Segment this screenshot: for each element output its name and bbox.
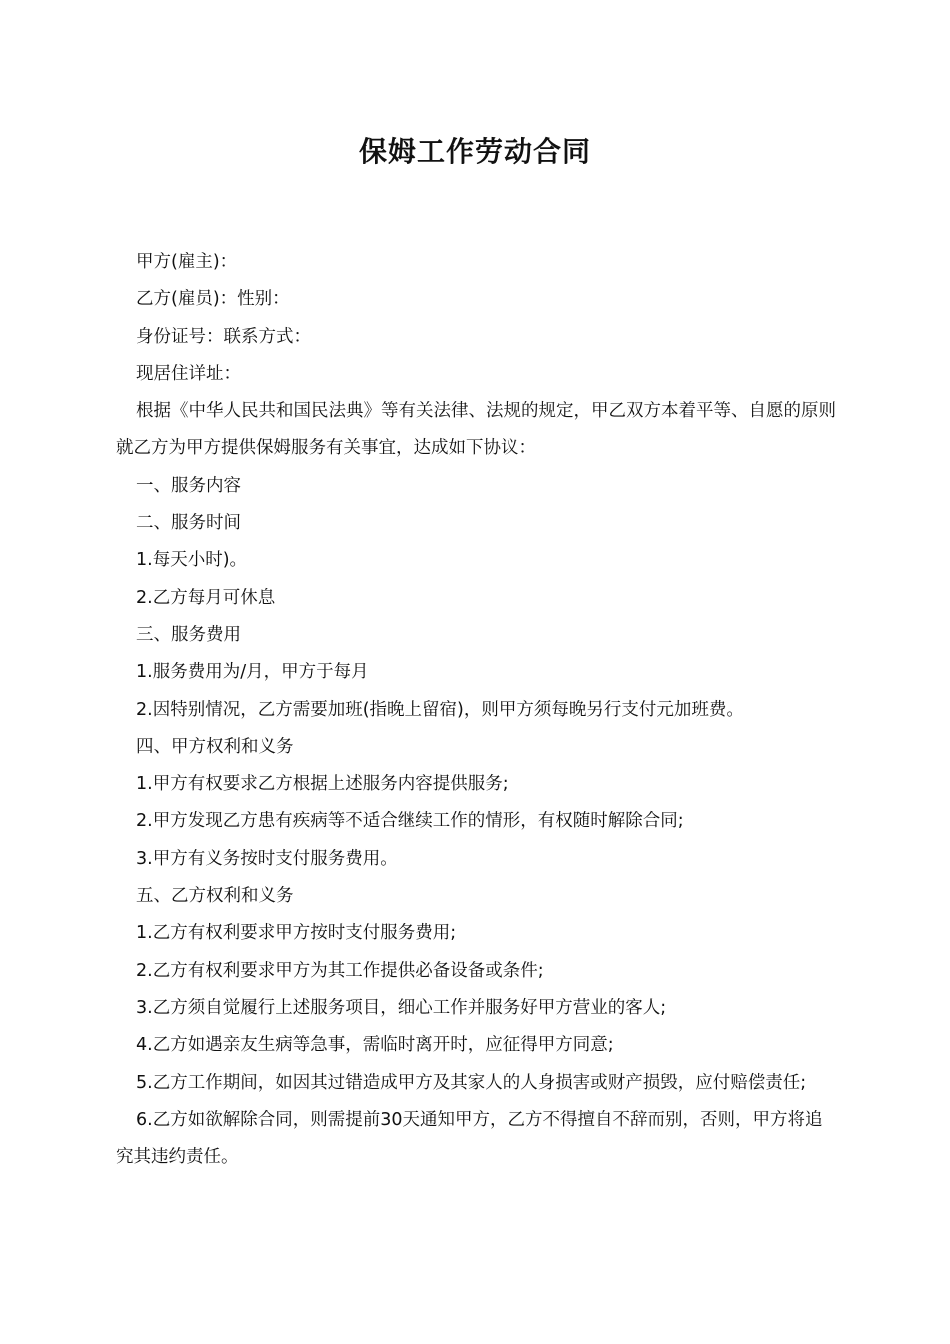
paragraph-party-a: 甲方(雇主)： [136,252,238,272]
section-heading-2: 二、服务时间 [136,513,241,534]
clause-5-2: 2.乙方有权利要求甲方为其工作提供必备设备或条件; [136,960,544,981]
section-heading-1: 一、服务内容 [136,475,241,496]
clause-3-1: 1.服务费用为/月，甲方于每月 [136,662,369,683]
clause-3-2: 2.因特别情况，乙方需要加班(指晚上留宿)，则甲方须每晚另行支付元加班费。 [136,699,744,720]
clause-5-6: 6.乙方如欲解除合同，则需提前30天通知甲方，乙方不得擅自不辞而别，否则，甲方将追究其违约责任。 [116,1109,823,1168]
document-body [116,244,838,1176]
clause-5-4: 4.乙方如遇亲友生病等急事，需临时离开时，应征得甲方同意; [136,1035,614,1056]
document-title: 保姆工作劳动合同 [358,135,591,168]
clause-4-3: 3.甲方有义务按时支付服务费用。 [136,848,398,869]
section-heading-3: 三、服务费用 [136,624,241,645]
paragraph-address: 现居住详址： [136,363,241,384]
clause-2-2: 2.乙方每月可休息 [136,587,276,608]
section-heading-4: 四、甲方权利和义务 [136,736,294,757]
clause-5-3: 3.乙方须自觉履行上述服务项目，细心工作并服务好甲方营业的客人; [136,997,667,1018]
paragraph-id-contact: 身份证号：联系方式： [136,326,311,347]
section-heading-5: 五、乙方权利和义务 [136,886,294,907]
paragraph-party-b: 乙方(雇员)：性别： [136,289,290,310]
clause-2-1: 1.每天小时)。 [136,550,248,571]
clause-4-2: 2.甲方发现乙方患有疾病等不适合继续工作的情形，有权随时解除合同; [136,811,684,832]
clause-5-5: 5.乙方工作期间，如因其过错造成甲方及其家人的人身损害或财产损毁，应付赔偿责任; [136,1072,807,1093]
paragraph-preamble: 根据《中华人民共和国民法典》等有关法律、法规的规定，甲乙双方本着平等、自愿的原则就乙方为甲方提供保姆服务有关事宜，达成如下协议： [116,401,836,459]
clause-5-1: 1.乙方有权利要求甲方按时支付服务费用; [136,923,457,944]
clause-4-1: 1.甲方有权要求乙方根据上述服务内容提供服务; [136,774,509,795]
